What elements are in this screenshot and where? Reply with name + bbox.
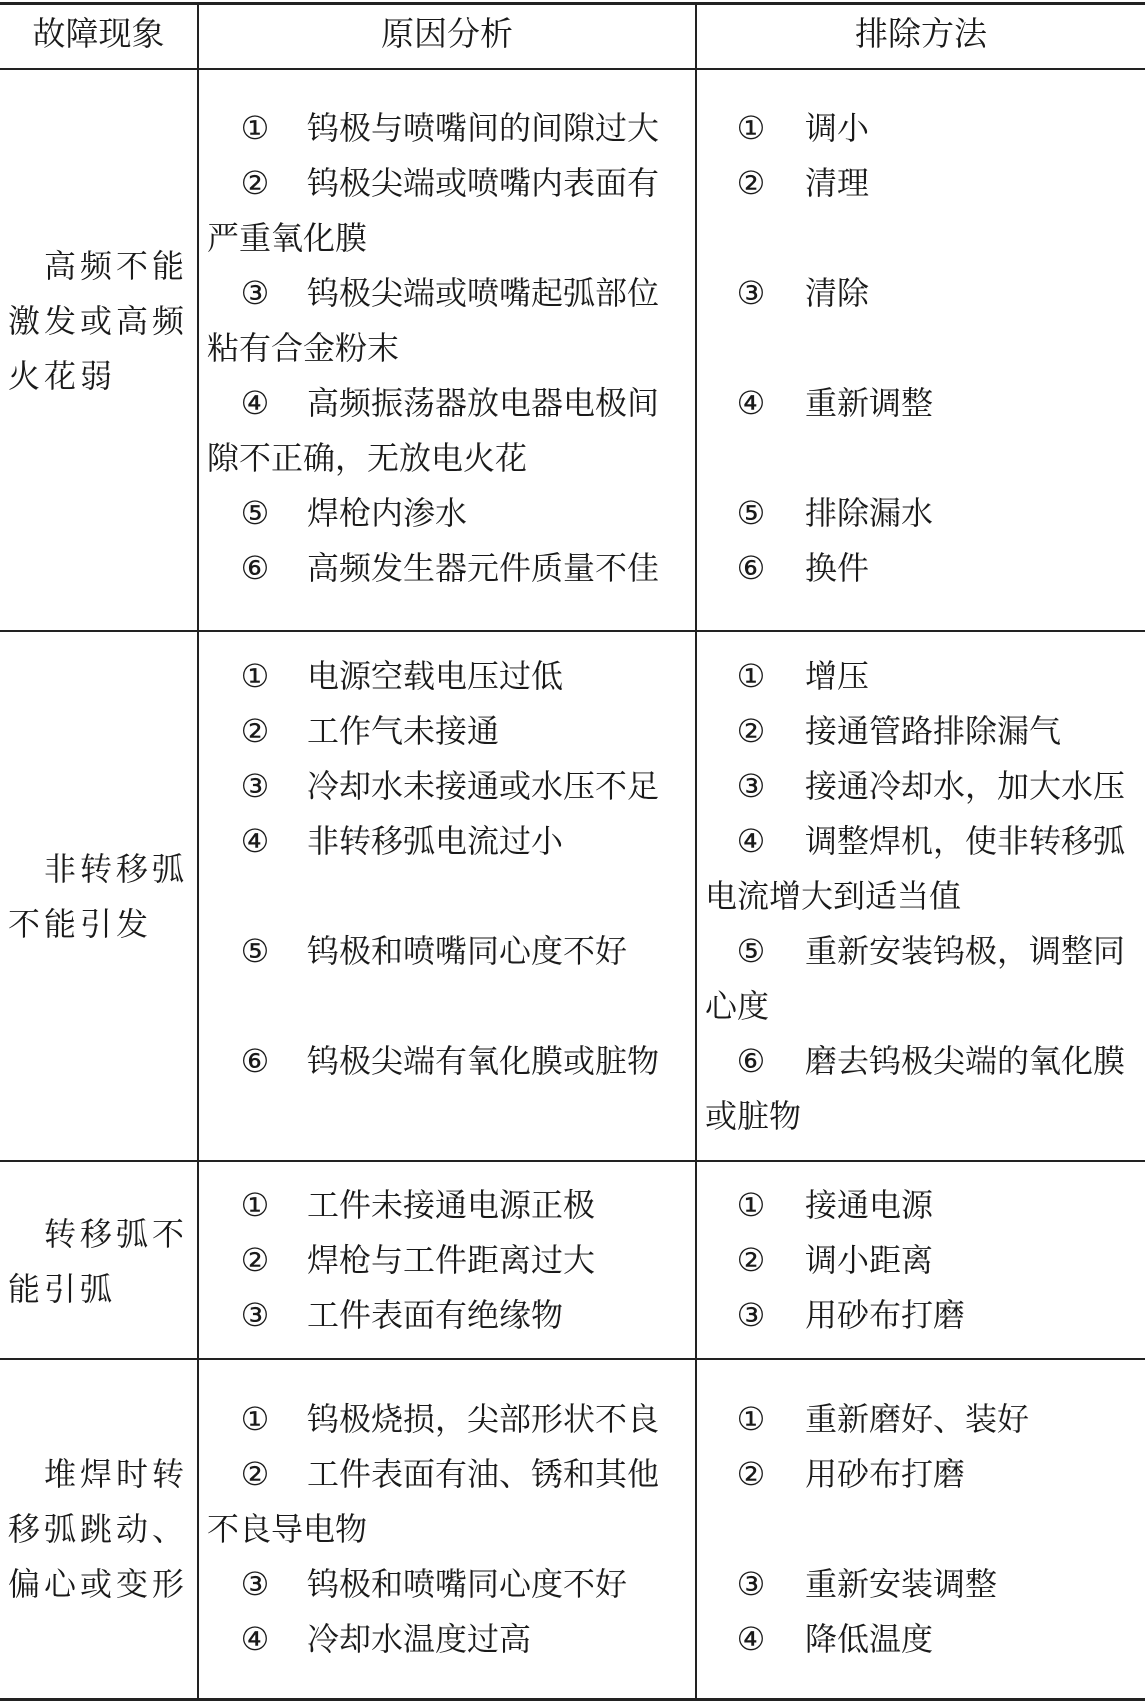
cause-item xyxy=(207,1392,659,1447)
fix-text: 接通电源 xyxy=(805,1186,934,1224)
symptom-line: 激发或高频 xyxy=(8,302,189,340)
symptom-line: 能引弧 xyxy=(8,1270,117,1308)
cause-text: 电源空载电压过低 xyxy=(307,657,564,695)
symptom-cell xyxy=(8,1447,188,1612)
cause-text: 不良导电物 xyxy=(207,1510,368,1548)
cause-item xyxy=(207,266,659,376)
circled-number: ① xyxy=(736,1400,766,1438)
circled-number: ② xyxy=(736,1241,766,1279)
fix-text: 接通冷却水，加大水压 xyxy=(805,767,1126,805)
fix-item xyxy=(705,101,869,156)
symptom-line: 转移弧不 xyxy=(44,1215,189,1253)
cause-text: 高频振荡器放电器电极间 xyxy=(307,384,660,422)
circled-number: ① xyxy=(240,109,270,147)
fix-item xyxy=(705,1288,965,1343)
fix-text: 重新磨好、装好 xyxy=(805,1400,1030,1438)
fix-text: 用砂布打磨 xyxy=(805,1455,966,1493)
circled-number: ① xyxy=(240,657,270,695)
cause-item xyxy=(207,1288,563,1343)
symptom-line: 偏心或变形 xyxy=(8,1565,189,1603)
fix-text: 重新安装调整 xyxy=(805,1565,998,1603)
fix-item xyxy=(705,924,1125,1034)
fix-item xyxy=(705,1034,1125,1144)
cause-item xyxy=(207,1178,595,1233)
fix-item xyxy=(705,1612,933,1667)
cause-text: 隙不正确，无放电火花 xyxy=(207,439,528,477)
circled-number: ③ xyxy=(240,274,270,312)
circled-number: ③ xyxy=(736,1565,766,1603)
fix-text: 降低温度 xyxy=(805,1620,934,1658)
symptom-cell xyxy=(8,239,188,404)
fix-text: 增压 xyxy=(805,657,870,695)
fix-item xyxy=(705,486,933,541)
fix-item xyxy=(705,156,869,211)
circled-number: ④ xyxy=(240,822,270,860)
circled-number: ① xyxy=(240,1186,270,1224)
circled-number: ⑥ xyxy=(240,549,270,587)
fix-text: 调小 xyxy=(805,109,870,147)
cause-item xyxy=(207,541,659,596)
symptom-line: 火花弱 xyxy=(8,357,117,395)
symptom-line: 堆焊时转 xyxy=(44,1455,189,1493)
fix-item xyxy=(705,704,1061,759)
circled-number: ⑥ xyxy=(736,549,766,587)
fix-item xyxy=(705,1557,997,1612)
circled-number: ④ xyxy=(240,1620,270,1658)
circled-number: ⑤ xyxy=(736,932,766,970)
circled-number: ① xyxy=(736,657,766,695)
header-fix: 排除方法 xyxy=(855,14,987,53)
symptom-cell xyxy=(8,1207,188,1317)
circled-number: ① xyxy=(736,109,766,147)
circled-number: ⑤ xyxy=(240,494,270,532)
circled-number: ② xyxy=(736,1455,766,1493)
fix-item xyxy=(705,1233,933,1288)
cause-item xyxy=(207,759,659,814)
fix-item xyxy=(705,1178,933,1233)
cause-text: 钨极与喷嘴间的间隙过大 xyxy=(307,109,660,147)
circled-number: ④ xyxy=(240,384,270,422)
circled-number: ③ xyxy=(240,1565,270,1603)
cause-text: 焊枪与工件距离过大 xyxy=(307,1241,596,1279)
circled-number: ④ xyxy=(736,384,766,422)
cause-text: 钨极尖端或喷嘴起弧部位 xyxy=(307,274,660,312)
cause-item xyxy=(207,1557,627,1612)
cause-text: 钨极烧损，尖部形状不良 xyxy=(307,1400,660,1438)
fix-item xyxy=(705,759,1125,814)
circled-number: ② xyxy=(240,164,270,202)
cause-item xyxy=(207,1233,595,1288)
circled-number: ④ xyxy=(736,822,766,860)
circled-number: ② xyxy=(240,1241,270,1279)
circled-number: ④ xyxy=(736,1620,766,1658)
fix-text: 用砂布打磨 xyxy=(805,1296,966,1334)
cause-item xyxy=(207,486,467,541)
cause-item xyxy=(207,1034,659,1089)
cause-item xyxy=(207,924,627,979)
fix-text: 清理 xyxy=(805,164,870,202)
symptom-line: 非转移弧 xyxy=(44,850,189,888)
fix-text: 排除漏水 xyxy=(805,494,934,532)
circled-number: ② xyxy=(736,712,766,750)
cause-text: 冷却水未接通或水压不足 xyxy=(307,767,660,805)
circled-number: ③ xyxy=(736,1296,766,1334)
cause-text: 钨极尖端或喷嘴内表面有 xyxy=(307,164,660,202)
cause-item xyxy=(207,814,563,869)
fix-text: 心度 xyxy=(705,987,770,1025)
circled-number: ③ xyxy=(736,767,766,805)
circled-number: ② xyxy=(736,164,766,202)
header-bottom-rule xyxy=(0,68,1145,70)
fix-text: 清除 xyxy=(805,274,870,312)
cause-text: 粘有合金粉末 xyxy=(207,329,400,367)
circled-number: ② xyxy=(240,1455,270,1493)
fix-item xyxy=(705,266,869,321)
circled-number: ⑤ xyxy=(240,932,270,970)
row-divider xyxy=(0,630,1145,632)
symptom-line: 不能引发 xyxy=(8,905,153,943)
cause-text: 焊枪内渗水 xyxy=(307,494,468,532)
cause-text: 工件表面有绝缘物 xyxy=(307,1296,564,1334)
cause-text: 冷却水温度过高 xyxy=(307,1620,532,1658)
fix-text: 换件 xyxy=(805,549,870,587)
fix-item xyxy=(705,649,869,704)
symptom-line: 移弧跳动、 xyxy=(8,1510,189,1548)
fix-item xyxy=(705,1392,1029,1447)
fix-text: 调整焊机，使非转移弧 xyxy=(805,822,1126,860)
fix-text: 重新安装钨极，调整同 xyxy=(805,932,1126,970)
circled-number: ② xyxy=(240,712,270,750)
cause-item xyxy=(207,1447,659,1557)
cause-item xyxy=(207,156,659,266)
row-divider xyxy=(0,1358,1145,1360)
fix-text: 磨去钨极尖端的氧化膜 xyxy=(805,1042,1126,1080)
table-bottom-rule xyxy=(0,1698,1145,1701)
circled-number: ③ xyxy=(736,274,766,312)
column-divider xyxy=(197,2,199,1700)
fix-text: 电流增大到适当值 xyxy=(705,877,962,915)
cause-item xyxy=(207,649,563,704)
cause-text: 工件未接通电源正极 xyxy=(307,1186,596,1224)
fix-item xyxy=(705,814,1125,924)
cause-text: 高频发生器元件质量不佳 xyxy=(307,549,660,587)
symptom-cell xyxy=(8,842,188,952)
fix-text: 调小距离 xyxy=(805,1241,934,1279)
circled-number: ① xyxy=(240,1400,270,1438)
cause-text: 非转移弧电流过小 xyxy=(307,822,564,860)
fix-text: 或脏物 xyxy=(705,1097,802,1135)
fix-item xyxy=(705,541,869,596)
column-divider xyxy=(695,2,697,1700)
cause-item xyxy=(207,704,499,759)
circled-number: ⑥ xyxy=(736,1042,766,1080)
circled-number: ③ xyxy=(240,1296,270,1334)
fix-item xyxy=(705,376,933,431)
fix-text: 重新调整 xyxy=(805,384,934,422)
fix-text: 接通管路排除漏气 xyxy=(805,712,1062,750)
cause-text: 钨极和喷嘴同心度不好 xyxy=(307,1565,628,1603)
header-cause: 原因分析 xyxy=(381,14,513,53)
header-symptom: 故障现象 xyxy=(32,14,165,53)
cause-text: 严重氧化膜 xyxy=(207,219,368,257)
circled-number: ① xyxy=(736,1186,766,1224)
symptom-line: 高频不能 xyxy=(44,247,189,285)
cause-item xyxy=(207,1612,531,1667)
circled-number: ⑤ xyxy=(736,494,766,532)
row-divider xyxy=(0,1160,1145,1162)
cause-item xyxy=(207,101,659,156)
circled-number: ⑥ xyxy=(240,1042,270,1080)
cause-text: 工作气未接通 xyxy=(307,712,500,750)
cause-text: 工件表面有油、锈和其他 xyxy=(307,1455,660,1493)
cause-text: 钨极和喷嘴同心度不好 xyxy=(307,932,628,970)
fix-item xyxy=(705,1447,965,1502)
circled-number: ③ xyxy=(240,767,270,805)
cause-item xyxy=(207,376,659,486)
cause-text: 钨极尖端有氧化膜或脏物 xyxy=(307,1042,660,1080)
